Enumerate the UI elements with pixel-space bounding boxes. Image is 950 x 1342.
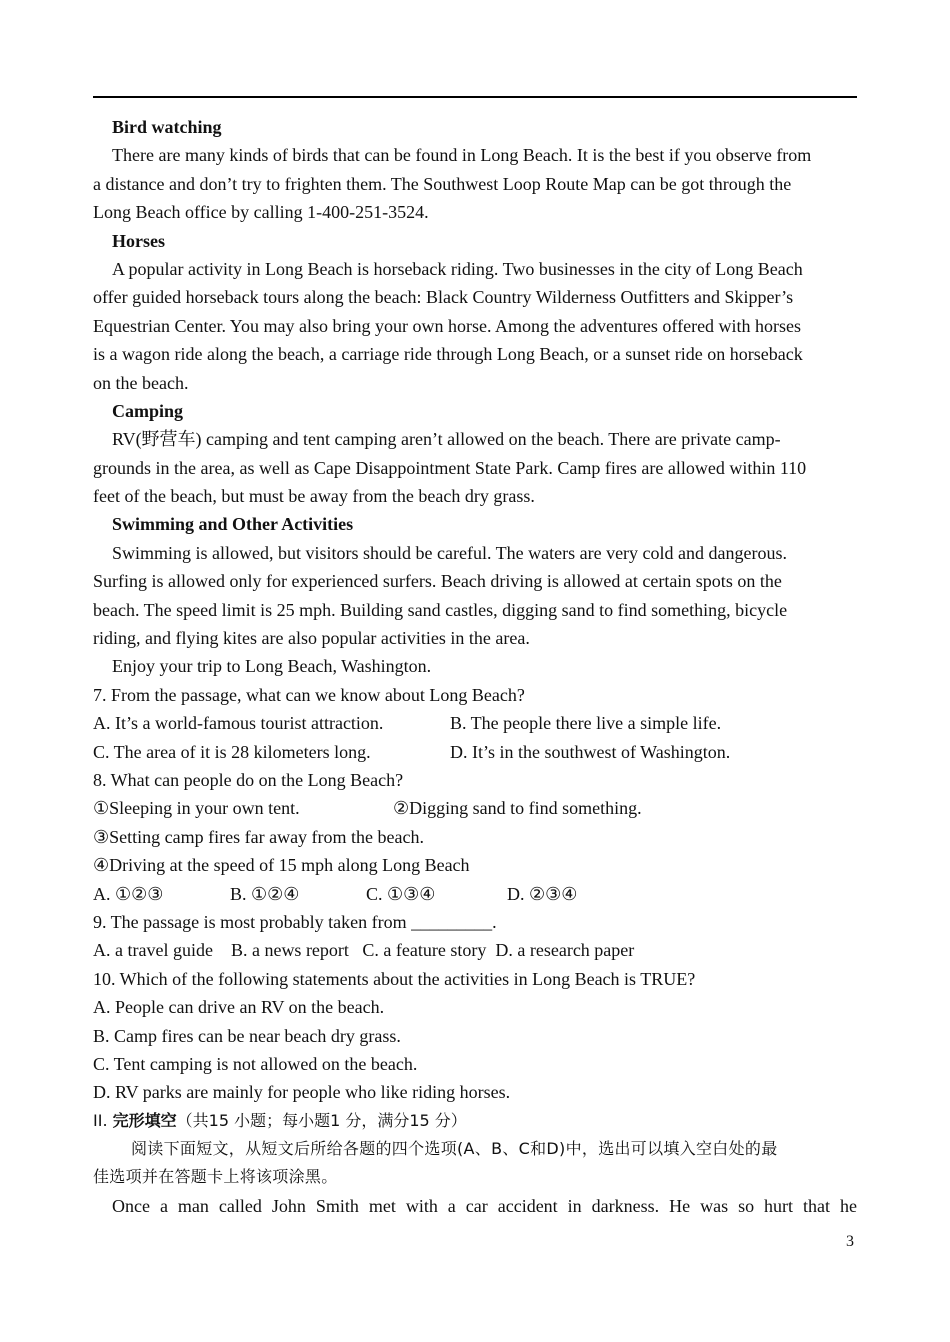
statement-1: ①Sleeping in your own tent. (93, 798, 300, 819)
option-a: A. ①②③ (93, 883, 164, 904)
question-7-options-row-1 (93, 709, 857, 737)
paragraph-line: A popular activity in Long Beach is horseback riding. Two businesses in the city of Long Beach (112, 258, 803, 279)
page-number: 3 (846, 1233, 854, 1250)
statement-4: ④Driving at the speed of 15 mph along Long Beach (93, 855, 470, 876)
paragraph-line: on the beach. (93, 372, 189, 393)
option-d: D. RV parks are mainly for people who like riding horses. (93, 1082, 511, 1103)
paragraph-line: feet of the beach, but must be away from the beach dry grass. (93, 486, 535, 507)
paragraph-line: riding, and flying kites are also popular activities in the area. (93, 628, 530, 649)
section-2-title (93, 1107, 857, 1135)
option-c: C. Tent camping is not allowed on the beach. (93, 1053, 418, 1074)
paragraph-line: Long Beach office by calling 1-400-251-3524. (93, 202, 429, 223)
paragraph-line: beach. The speed limit is 25 mph. Building sand castles, digging sand to find something, bicycle (93, 599, 788, 620)
option-c: C. ①③④ (366, 883, 436, 904)
closing-line: Enjoy your trip to Long Beach, Washington. (112, 656, 432, 677)
story-line: Once a man called John Smith met with a car accident in darkness. He was so hurt that he (112, 1195, 857, 1216)
section-description: （共15 小题；每小题1 分，满分15 分） (176, 1110, 467, 1130)
page-content (93, 113, 857, 1220)
option-c: C. The area of it is 28 kilometers long. (93, 741, 371, 762)
question-10-stem: 10. Which of the following statements about the activities in Long Beach is TRUE? (93, 968, 696, 989)
question-7-options-row-2 (93, 738, 857, 766)
section-name: 完形填空 (112, 1110, 177, 1130)
paragraph-line: grounds in the area, as well as Cape Disappointment State Park. Camp fires are allowed within 110 (93, 457, 807, 478)
instruction-line: 阅读下面短文，从短文后所给各题的四个选项(A、B、C和D)中，选出可以填入空白处的最 (131, 1139, 778, 1159)
statement-2: ②Digging sand to find something. (393, 798, 642, 819)
section-heading-camping: Camping (112, 400, 184, 421)
paragraph-line: Equestrian Center. You may also bring your own horse. Among the adventures offered with horses (93, 315, 802, 336)
paragraph-line: RV(野营车) camping and tent camping aren’t allowed on the beach. There are private camp- (112, 429, 781, 450)
paragraph-line: Swimming is allowed, but visitors should be careful. The waters are very cold and dangerous. (112, 542, 788, 563)
paragraph-line: offer guided horseback tours along the beach: Black Country Wilderness Outfitters and Skipper’s (93, 287, 794, 308)
question-7-stem: 7. From the passage, what can we know about Long Beach? (93, 684, 525, 705)
section-heading-horses: Horses (112, 230, 165, 251)
instruction-line: 佳选项并在答题卡上将该项涂黑。 (93, 1167, 338, 1187)
option-b: B. The people there live a simple life. (450, 713, 722, 734)
section-heading-swimming: Swimming and Other Activities (112, 514, 354, 535)
option-b: B. Camp fires can be near beach dry grass. (93, 1025, 401, 1046)
statement-3: ③Setting camp fires far away from the beach. (93, 826, 425, 847)
option-a: A. People can drive an RV on the beach. (93, 997, 385, 1018)
section-heading-bird-watching: Bird watching (112, 117, 222, 137)
option-d: D. ②③④ (507, 883, 578, 904)
question-8-options (93, 880, 857, 908)
paragraph-line: Surfing is allowed only for experienced surfers. Beach driving is allowed at certain spots on the (93, 571, 782, 592)
option-d: D. It’s in the southwest of Washington. (450, 741, 731, 762)
paragraph-line: a distance and don’t try to frighten them. The Southwest Loop Route Map can be got through the (93, 173, 792, 194)
header-rule (93, 96, 857, 98)
question-8-statements-row (93, 794, 857, 822)
question-9-options: A. a travel guide B. a news report C. a feature story D. a research paper (93, 940, 635, 961)
section-number: II. (93, 1110, 108, 1130)
question-8-stem: 8. What can people do on the Long Beach? (93, 769, 404, 790)
paragraph-line: is a wagon ride along the beach, a carriage ride through Long Beach, or a sunset ride on horseback (93, 344, 803, 365)
option-a: A. It’s a world-famous tourist attraction. (93, 713, 384, 734)
paragraph-line: There are many kinds of birds that can be found in Long Beach. It is the best if you observe from (112, 145, 812, 166)
question-9-stem: 9. The passage is most probably taken from _________. (93, 911, 497, 932)
option-b: B. ①②④ (230, 883, 300, 904)
